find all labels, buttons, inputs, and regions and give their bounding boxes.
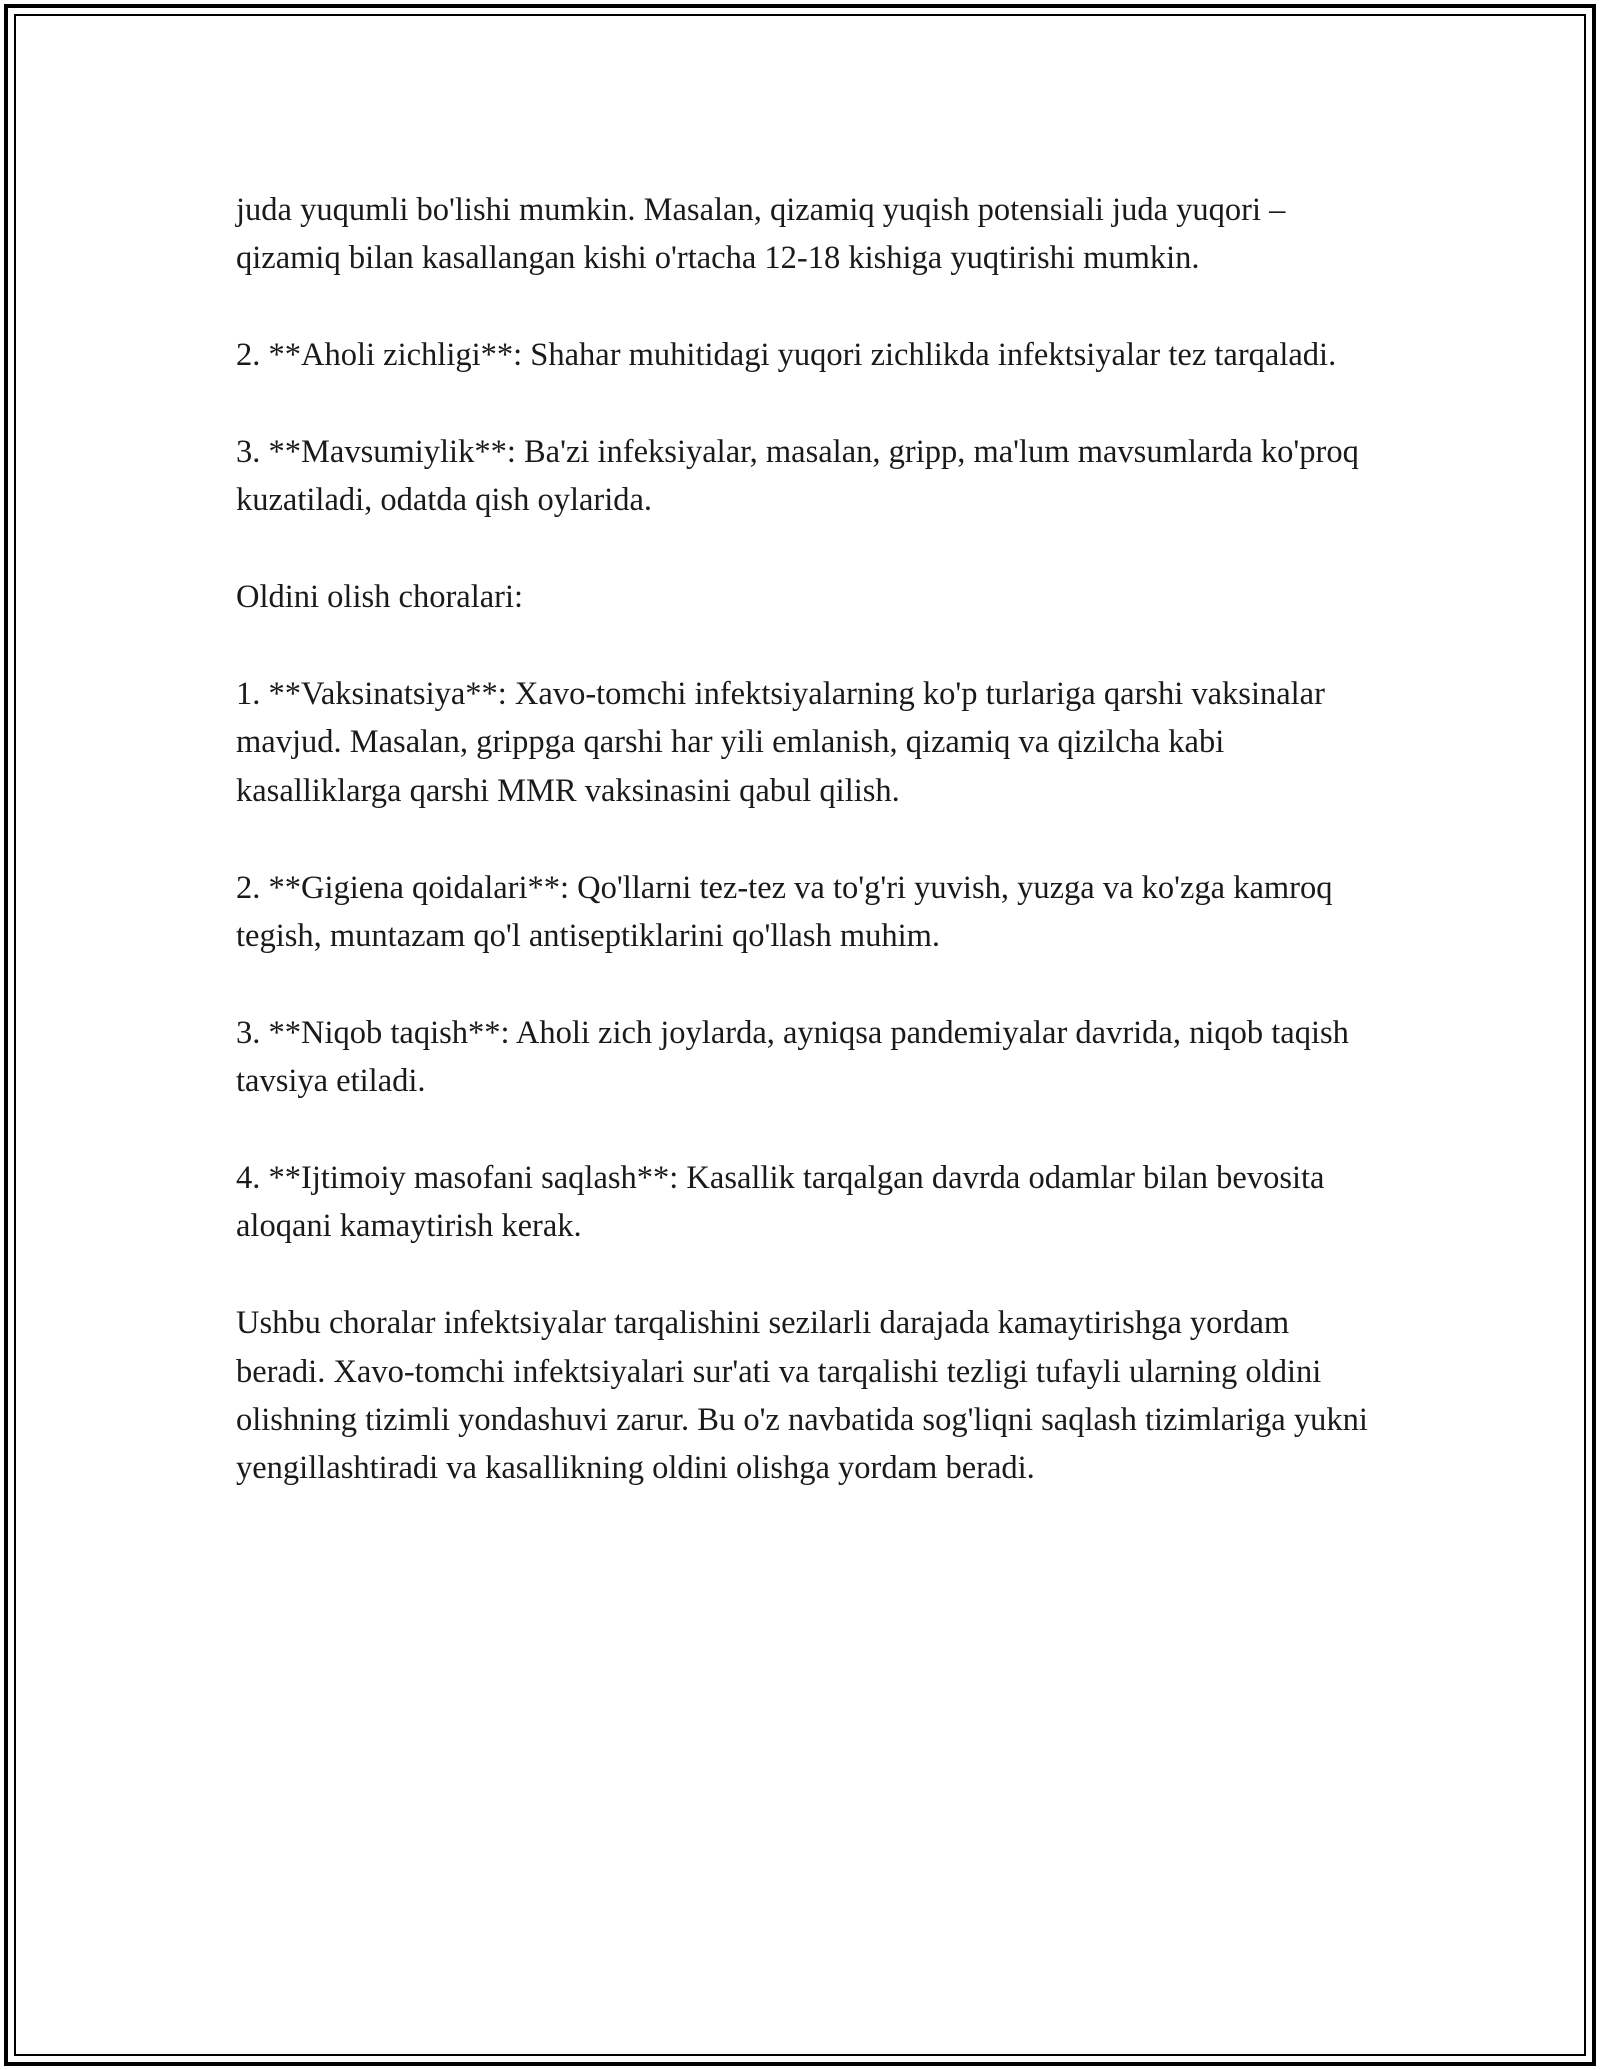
paragraph-mask-wearing: 3. **Niqob taqish**: Aholi zich joylarda, ayniqsa pandemiyalar davrida, niqob taqish tavsiya etiladi.: [236, 1014, 1349, 1100]
paragraph-conclusion: Ushbu choralar infektsiyalar tarqalishini sezilarli darajada kamaytirishga yordam beradi. Xavo-tomchi infektsiyalari sur'ati va tarqalishi tezligi tufayli ularning oldini olishning tizimli yondashuvi zarur. Bu o'z navbatida sog'liqni saqlash tizimlariga yukni yengillashtiradi va kasallikning oldini olishga yordam beradi.: [236, 1305, 1368, 1487]
paragraph-population-density: 2. **Aholi zichligi**: Shahar muhitidagi yuqori zichlikda infektsiyalar tez tarqaladi.: [236, 337, 1337, 374]
paragraph-social-distancing: 4. **Ijtimoiy masofani saqlash**: Kasallik tarqalgan davrda odamlar bilan bevosita aloqani kamaytirish kerak.: [236, 1160, 1325, 1245]
paragraph-hygiene-rules: 2. **Gigiena qoidalari**: Qo'llarni tez-tez va to'g'ri yuvish, yuzga va ko'zga kamroq tegish, muntazam qo'l antiseptiklarini qo'llash muhim.: [236, 869, 1333, 955]
document-body: [236, 186, 1386, 1541]
paragraph-vaccination: 1. **Vaksinatsiya**: Xavo-tomchi infektsiyalarning ko'p turlariga qarshi vaksinalar mavjud. Masalan, grippga qarshi har yili emlanish, qizamiq va qizilcha kabi kasalliklarga qarshi MMR vaksinasini qabul qilish.: [236, 676, 1325, 809]
section-heading-prevention: Oldini olish choralari:: [236, 579, 524, 616]
paragraph-seasonality: 3. **Mavsumiylik**: Ba'zi infeksiyalar, masalan, gripp, ma'lum mavsumlarda ko'proq kuzatiladi, odatda qish oylarida.: [236, 434, 1359, 519]
paragraph-contagiousness-continuation: juda yuqumli bo'lishi mumkin. Masalan, qizamiq yuqish potensiali juda yuqori – qizamiq bilan kasallangan kishi o'rtacha 12-18 kishiga yuqtirishi mumkin.: [236, 192, 1286, 277]
